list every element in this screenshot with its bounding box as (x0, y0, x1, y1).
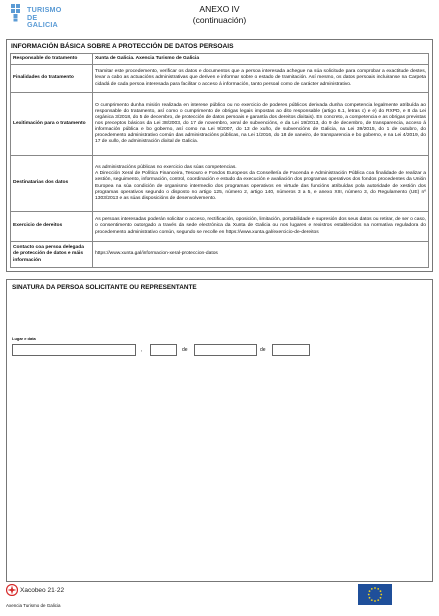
xacobeo-star-icon (6, 584, 18, 596)
data-protection-title: INFORMACIÓN BÁSICA SOBRE A PROTECCIÓN DE DATOS PERSOAIS (11, 43, 234, 50)
table-row (11, 93, 429, 156)
logo-line-2: DE (27, 12, 38, 22)
row-label: Destinatarias dos datos (11, 156, 93, 212)
row-value: As administracións públicas no exercicio das súas competencias. A Dirección Xeral de Política Financeira, Tesouro e Fondos Europeos da Consellería de Facenda e Administración Pública coa finalidade de realizar a xestión, seguimento, información, control, coordinación e estudo da execución e avaliación dos programas operativos dos fondos procedentes da Unión Europea na súa condición de organismo intermedio dos programas operativos en virtude das funcións atribuídas pola autoridade de xestión dos programas operativos segundo o disposto no artigo 125, número 2, artigo 140, números 3 a 5, e anexo XIII, número 3, do Regulamento (UE) nº 1303/2013 e as súas disposicións de desenvolvemento. (93, 156, 429, 212)
row-label: Contacto coa persoa delegada de protección de datos e máis información (11, 242, 93, 268)
row-value-link[interactable]: https://www.xunta.gal/informacion-xeral-proteccion-datos (93, 242, 429, 268)
row-label: Lexitimación para o tratamento (11, 93, 93, 156)
row-value: As persoas interesadas poderán solicitar o acceso, rectificación, oposición, limitación, portabilidade e supresión dos seus datos ou retirar, de ser o caso, o consentimento outorgado a través da sede electrónica da Xunta de Galicia ou nos lugares e rexistros establecidos na normativa reguladora do procedemento administrativo común, segundo se recolle en https://www.xunta.gal/exercicio-de-dereitos (93, 212, 429, 242)
separator-de-2: de (260, 347, 266, 353)
logo-line-1: TURISMO (27, 5, 62, 14)
logo-line-3: GALICIA (27, 20, 58, 30)
data-protection-table (10, 53, 429, 268)
eu-funding-logo (358, 584, 392, 605)
separator-comma: , (141, 347, 143, 353)
annex-subtitle: (continuación) (192, 15, 247, 25)
separator-de-1: de (182, 347, 188, 353)
annex-title: ANEXO IV (199, 4, 240, 14)
table-row (11, 65, 429, 93)
page-header (0, 4, 439, 26)
table-row (11, 242, 429, 268)
day-field[interactable] (150, 344, 177, 356)
signature-panel (6, 279, 433, 582)
data-protection-panel (6, 39, 433, 272)
month-field[interactable] (194, 344, 257, 356)
table-row (11, 54, 429, 65)
year-field[interactable] (272, 344, 310, 356)
xacobeo-text: Xacobeo 21·22 (20, 586, 65, 594)
table-row (11, 212, 429, 242)
row-value: Tramitar este procedemento, verificar os datos e documentos que a persoa interesada achegue na súa solicitude para comprobar a exactitude destes, levar a cabo as actuacións administrativas que deriven e informar sobre o estado de tramitación. Así mesmo, os datos persoais incluiranse na Carpeta cidadá de cada persoa interesada para facilitar o acceso á información, tanto persoal como de carácter administrativo. (93, 65, 429, 93)
row-value: Xunta de Galicia. Axencia Turismo de Galicia (93, 54, 429, 65)
place-date-label: Lugar e data (12, 336, 36, 341)
eu-flag-icon (358, 584, 392, 605)
place-field[interactable] (12, 344, 136, 356)
row-label: Finalidades do tratamento (11, 65, 93, 93)
row-label: Responsable do tratamento (11, 54, 93, 65)
xacobeo-logo (6, 584, 64, 596)
footer-agency-text: Axencia Turismo de Galicia (6, 603, 61, 608)
row-value: O cumprimento dunha misión realizada en interese público ou no exercicio de poderes públicos derivada dunha competencia legalmente atribuída ao responsable do tratamento, así como o cumprimento de obrigas legais impostas ao dito responsable (artigo 6.1, letras c) e e) do RXPD, e 8 da Lei orgánica 3/2018, do 5 de decembro, de protección de datos persoais e garantía dos dereitos dixitais). En concreto, a competencia e as obrigas previstas nos preceptos básicos da Lei 38/2003, do 17 de novembro, xeral de subvencións, e da Lei 19/2013, do 9 de decembro, de transparencia, acceso á información pública e bo goberno, así como na Lei 9/2007, do 13 de xuño, de subvencións de Galicia, na Lei 39/2015, do 1 de outubro, do procedemento administrativo común das administracións públicas, na Lei 1/2016, do 18 de xaneiro, de transparencia e bo goberno, e na Lei 4/2019, do 17 de xullo, de administración dixital de Galicia. (93, 93, 429, 156)
signature-title: SINATURA DA PERSOA SOLICITANTE OU REPRESENTANTE (12, 284, 197, 291)
row-label: Exercicio de dereitos (11, 212, 93, 242)
table-row (11, 156, 429, 212)
